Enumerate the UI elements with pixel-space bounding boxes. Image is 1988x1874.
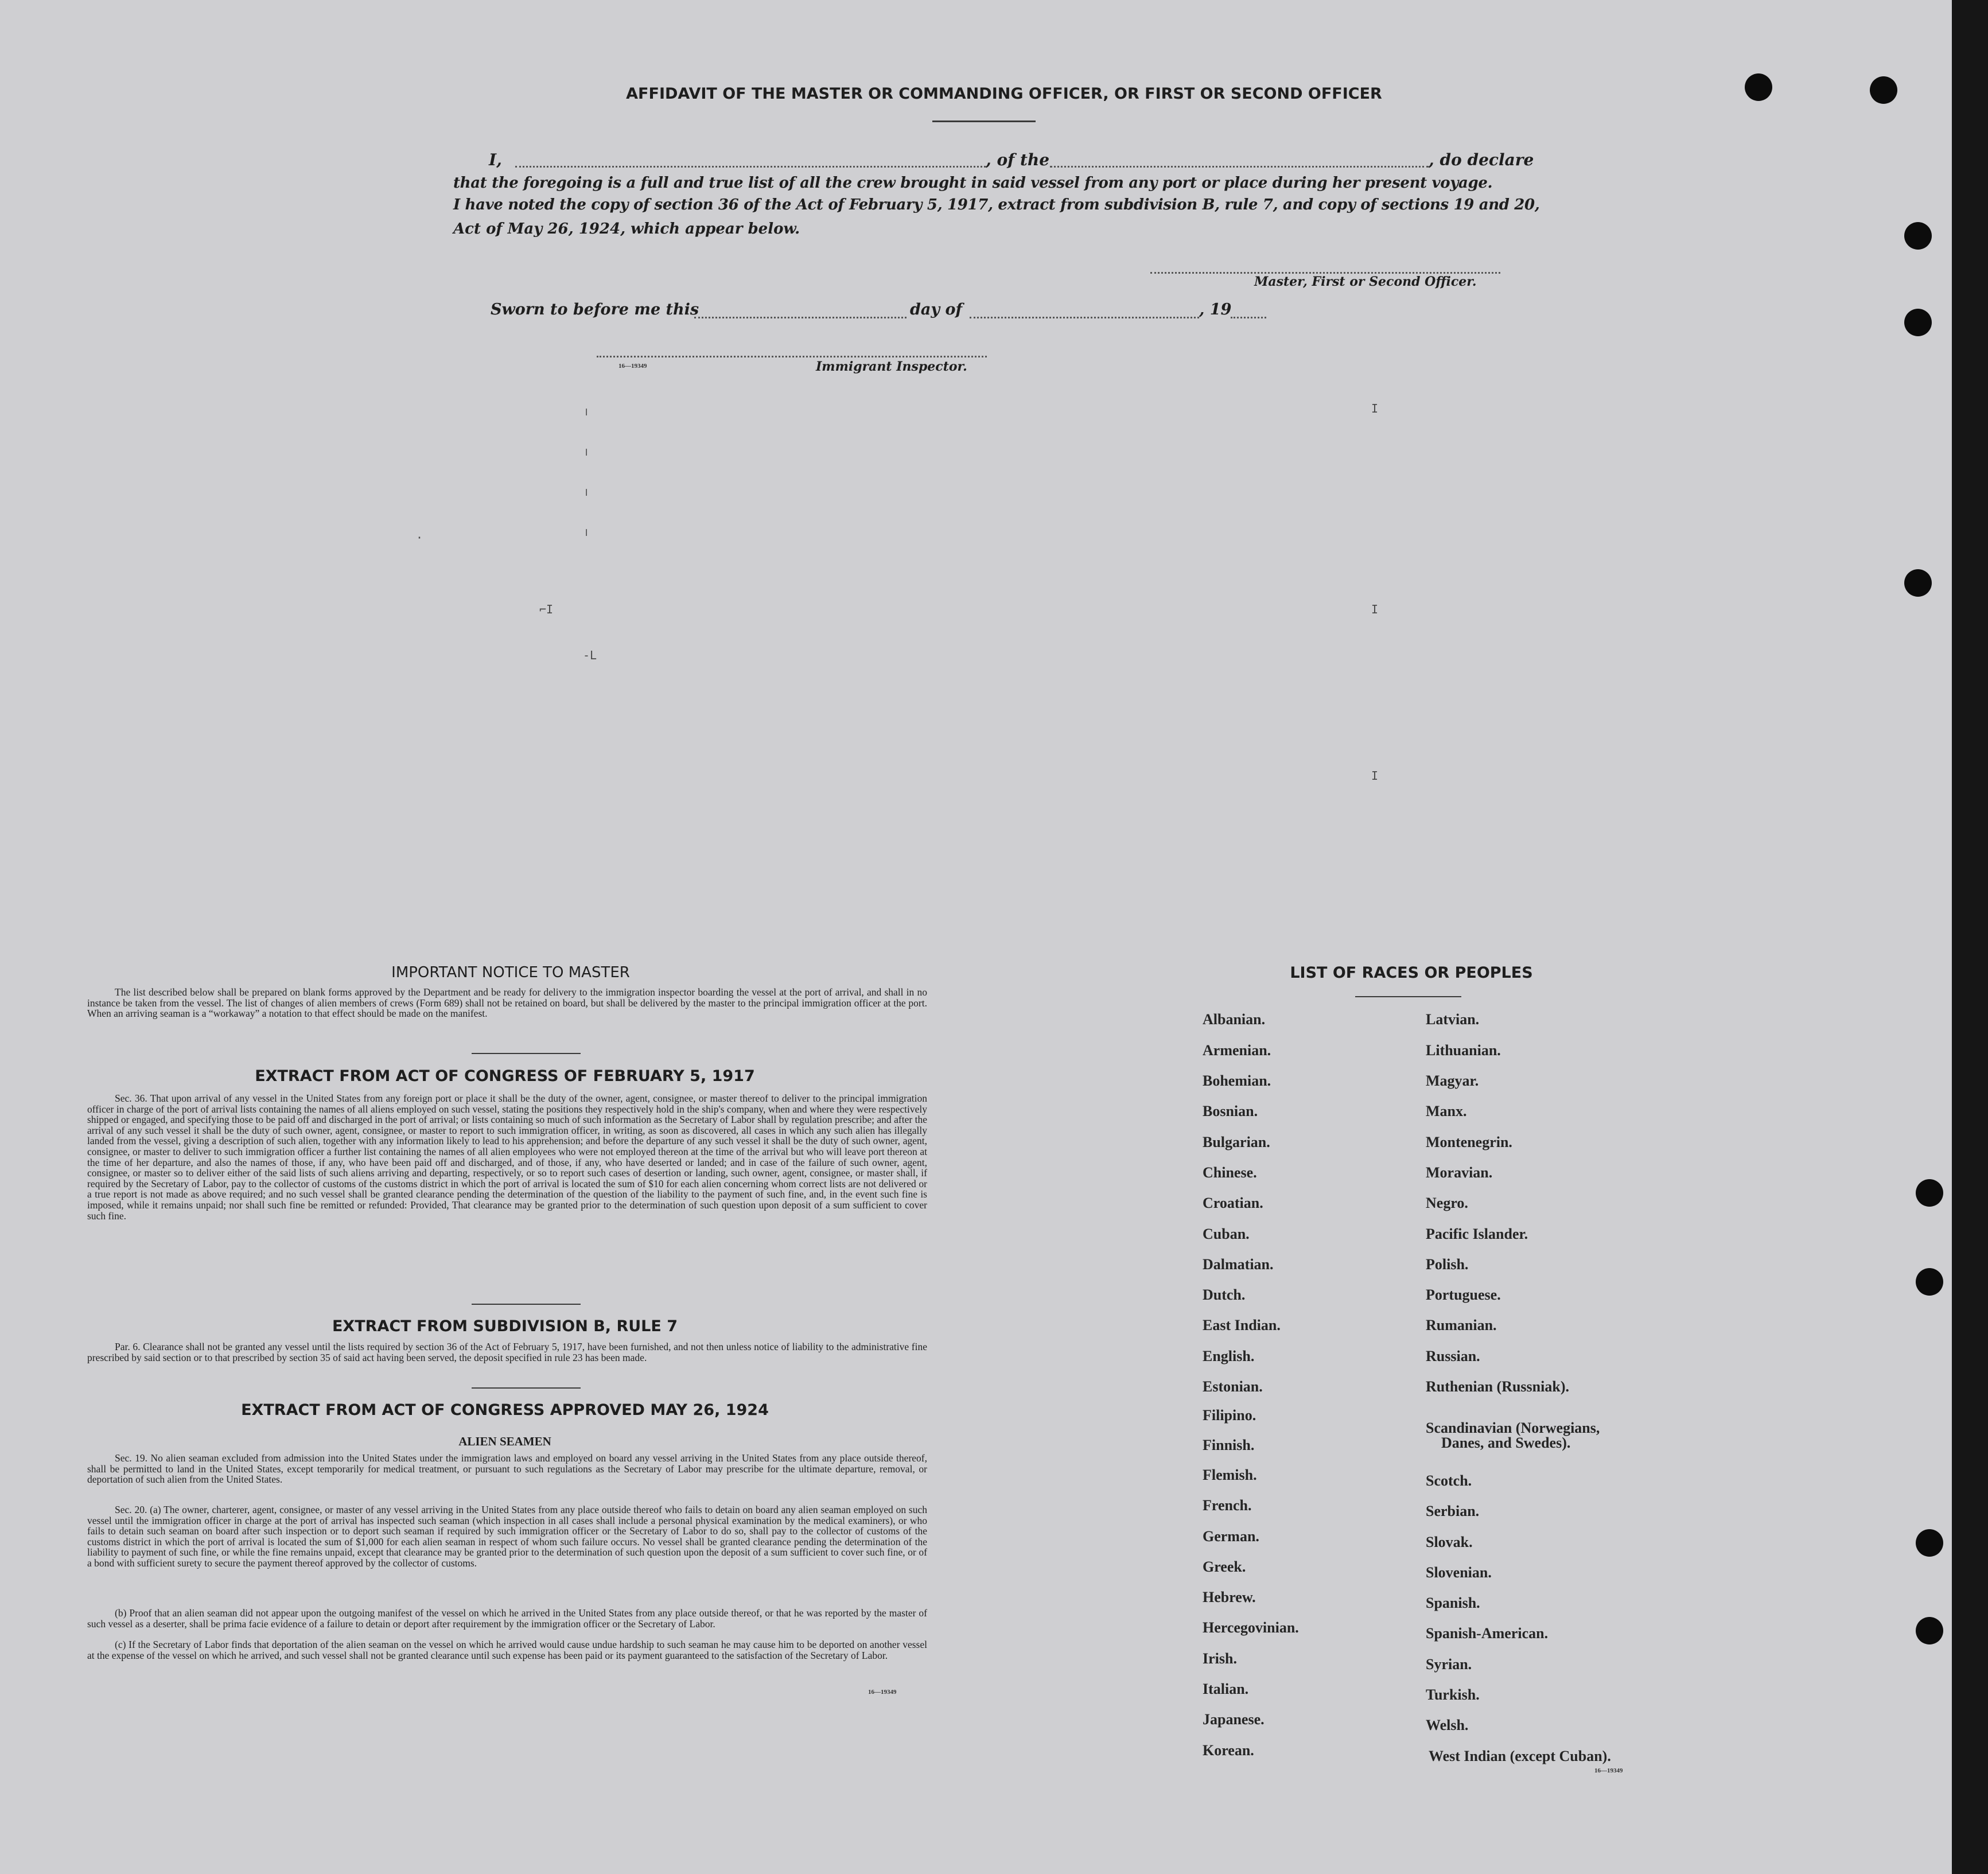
punch-hole: [1870, 76, 1897, 104]
sec-19-text: Sec. 19. No alien seaman excluded from admission into the United States under the immigration laws and employed on board any vessel arriving in the United States from any place outside thereof, shall be permitted to land in the United States, except temporarily for medical treatment, or pursuant to such regulations as the Secretary of Labor may prescribe for the ultimate departure, removal, or deportation of such alien from the United States.: [87, 1452, 927, 1486]
race-item: Rumanian.: [1426, 1317, 1497, 1333]
form-number-right: 16—19349: [1594, 1767, 1623, 1774]
rule7-divider: [472, 1387, 581, 1389]
punch-hole: [1904, 309, 1932, 336]
year-text: , 19: [1199, 301, 1232, 318]
race-item: Cuban.: [1203, 1226, 1250, 1242]
race-item: Bohemian.: [1203, 1072, 1271, 1089]
punch-hole: [1916, 1179, 1943, 1207]
race-item: Slovak.: [1426, 1534, 1473, 1550]
sec-20b-text: (b) Proof that an alien seaman did not appear upon the outgoing manifest of the vessel on which he arrived in the United States from any place outside thereof, or that he was reported by the master of such vessel as a deserter, shall be prima facie evidence of a failure to detain or deport after requirement by the immigration officer or the Secretary of Labor.: [87, 1607, 927, 1630]
race-item: Bosnian.: [1203, 1103, 1258, 1119]
races-divider: [1355, 996, 1461, 997]
race-item: Irish.: [1203, 1650, 1237, 1667]
sec-20c-text: (c) If the Secretary of Labor finds that deportation of the alien seaman on the vessel on which he arrived would cause undue hardship to such seaman he may cause him to be deported on another vessel at the expense of the vessel on which he arrived, and such vessel shall not be granted clearance until such expense has been paid or its payment guaranteed to the satisfaction of the Secretary of Labor.: [87, 1639, 927, 1661]
race-item: Latvian.: [1426, 1011, 1480, 1028]
extract-1917-heading: EXTRACT FROM ACT OF CONGRESS OF FEBRUARY 5, 1917: [255, 1067, 755, 1085]
name-line: [515, 166, 986, 168]
rule7-text: Par. 6. Clearance shall not be granted any vessel until the lists required by section 36 of the Act of February 5, 1917, have been furnished, and not then unless notice of liability to the administrative fine prescribed by said section or to that prescribed by section 35 of said act having been served, the deposit specified in rule 23 has been made.: [87, 1341, 927, 1363]
race-item: Korean.: [1203, 1742, 1254, 1759]
race-item: Armenian.: [1203, 1042, 1271, 1059]
bleed-mark: I: [1371, 769, 1379, 783]
sworn-day-line: [694, 317, 907, 318]
race-item: Finnish.: [1203, 1437, 1255, 1453]
punch-hole: [1904, 222, 1932, 250]
notice-text: The list described below shall be prepared on blank forms approved by the Department and be ready for delivery to the immigration inspector boarding the vessel at the port of arrival, and shall in no instance be taken from the vessel. The list of changes of alien members of crews (Form 689) shall not be retained on board, but shall be delivered by the master to the principal immigration officer at the port. When an arriving seaman is a “workaway” a notation to that effect should be made on the manifest.: [87, 986, 927, 1020]
race-item: Croatian.: [1203, 1195, 1263, 1211]
races-heading: LIST OF RACES OR PEOPLES: [1290, 964, 1533, 982]
extract-1924-heading: EXTRACT FROM ACT OF CONGRESS APPROVED MAY 26, 1924: [241, 1401, 769, 1419]
page-edge: [1952, 0, 1988, 1874]
form-number-left: 16—19349: [868, 1689, 897, 1696]
race-item: Scotch.: [1426, 1472, 1472, 1489]
affidavit-title: AFFIDAVIT OF THE MASTER OR COMMANDING OFFICER, OR FIRST OR SECOND OFFICER: [626, 85, 1382, 103]
race-item: Albanian.: [1203, 1011, 1266, 1028]
bleed-mark: ╷: [583, 482, 590, 496]
race-item: Chinese.: [1203, 1164, 1257, 1181]
sworn-text: Sworn to before me this: [491, 301, 699, 318]
punch-hole: [1745, 73, 1772, 101]
punch-hole: [1904, 569, 1932, 597]
affidavit-line-2: that the foregoing is a full and true list of all the crew brought in said vessel from any port or place during her present voyage.: [453, 174, 1493, 192]
notice-heading: IMPORTANT NOTICE TO MASTER: [391, 964, 630, 981]
extract-1917-text: Sec. 36. That upon arrival of any vessel in the United States from any foreign port or place it shall be the duty of the owner, agent, consignee, or master thereof to deliver to the principal immigration officer in charge of the port of arrival lists containing the names of all aliens employed on such vessel, stating the positions they respectively hold in the ship's company, when and where they were respectively shipped or engaged, and specifying those to be paid off and discharged in the port of arrival; or lists containing so much of such information as the Secretary of Labor shall by regulation prescribe; and after the arrival of any such vessel it shall be the duty of such owner, agent, consignee, or master to report to such immigration officer, in writing, as soon as discovered, all cases in which any such alien has illegally landed from the vessel, giving a description of such alien, together with any information likely to lead to his apprehension; and before the departure of any such vessel it shall be the duty of such owner, agent, consignee, or master to deliver to such immigration officer a further list containing the names of all alien employees who were not employed thereon at the time of the arrival but who will leave port thereon at the time of her departure, and also the names of those, if any, who have been paid off and discharged, and of those, if any, who have deserted or landed; and in case of the failure of such owner, agent, consignee, or master so to deliver either of the said lists of such aliens arriving and departing, respectively, or so to report such cases of desertion or landing, such owner, agent, consignee, or master shall, if required by the Secretary of Labor, pay to the collector of customs of the customs district in which the port of arrival is located the sum of $10 for each alien concerning whom correct lists are not delivered or a true report is not made as above required; and no such vessel shall be granted clearance pending the determination of the question of the liability to the payment of such fine, and, in the event such fine is imposed, while it remains unpaid; nor shall such fine be remitted or refunded: Provided, That clearance may be granted prior to the determination of such question upon deposit of a sum sufficient to cover such fine.: [87, 1092, 927, 1222]
race-item: Turkish.: [1426, 1686, 1480, 1703]
bleed-mark: ╷: [583, 442, 590, 456]
bleed-mark: -L: [583, 648, 597, 662]
race-item: Bulgarian.: [1203, 1134, 1270, 1150]
form-number-top: 16—19349: [618, 363, 647, 370]
race-item: Hebrew.: [1203, 1589, 1256, 1605]
day-of-text: day of: [910, 301, 963, 318]
race-item: Flemish.: [1203, 1467, 1257, 1483]
race-item: French.: [1203, 1497, 1252, 1514]
race-item: Lithuanian.: [1426, 1042, 1501, 1059]
race-item: Filipino.: [1203, 1407, 1256, 1424]
race-item: Italian.: [1203, 1681, 1249, 1697]
race-item: Slovenian.: [1426, 1564, 1492, 1581]
race-item: Polish.: [1426, 1256, 1469, 1273]
notice-divider: [472, 1053, 581, 1054]
year-line: [1231, 317, 1266, 318]
race-item: Dutch.: [1203, 1286, 1246, 1303]
race-item: Pacific Islander.: [1426, 1226, 1528, 1242]
race-item: Syrian.: [1426, 1656, 1472, 1673]
race-item: Montenegrin.: [1426, 1134, 1512, 1150]
affidavit-line-4: Act of May 26, 1924, which appear below.: [453, 220, 800, 238]
rule7-heading: EXTRACT FROM SUBDIVISION B, RULE 7: [332, 1317, 678, 1335]
race-item: Dalmatian.: [1203, 1256, 1274, 1273]
inspector-label: Immigrant Inspector.: [816, 359, 967, 374]
race-item: Hercegovinian.: [1203, 1619, 1299, 1636]
punch-hole: [1916, 1268, 1943, 1296]
race-item: English.: [1203, 1348, 1255, 1364]
race-item: Spanish-American.: [1426, 1625, 1549, 1642]
signature-label: Master, First or Second Officer.: [1254, 274, 1477, 289]
race-item: Danes, and Swedes).: [1441, 1434, 1571, 1451]
race-item: Japanese.: [1203, 1711, 1265, 1728]
title-divider: [932, 120, 1036, 122]
race-item: East Indian.: [1203, 1317, 1281, 1333]
race-item: Russian.: [1426, 1348, 1480, 1364]
extract-1917-divider: [472, 1304, 581, 1305]
race-item: Magyar.: [1426, 1072, 1479, 1089]
punch-hole: [1916, 1529, 1943, 1557]
race-item: Portuguese.: [1426, 1286, 1501, 1303]
signature-line: [1150, 272, 1500, 274]
sworn-month-line: [970, 317, 1199, 318]
bleed-mark: ╷: [583, 402, 590, 415]
affidavit-of-the: , of the: [986, 150, 1050, 169]
race-item: Spanish.: [1426, 1595, 1480, 1611]
race-item: Scandinavian (Norwegians,: [1426, 1420, 1600, 1436]
affidavit-line-3: I have noted the copy of section 36 of the Act of February 5, 1917, extract from subdivision B, rule 7, and copy of sections 19 and 20,: [453, 196, 1540, 213]
alien-seamen-subheading: ALIEN SEAMEN: [458, 1434, 551, 1448]
bleed-mark: ╷: [583, 522, 590, 536]
vessel-line: [1050, 166, 1429, 168]
bleed-mark: ⌐I: [539, 602, 554, 616]
race-item: Serbian.: [1426, 1503, 1480, 1519]
race-item: Greek.: [1203, 1558, 1246, 1575]
bleed-mark: I: [1371, 402, 1379, 415]
sec-20a-text: Sec. 20. (a) The owner, charterer, agent, consignee, or master of any vessel arriving in the United States from any place outside thereof who fails to detain on board any alien seaman employed on such vessel until the immigration officer in charge at the port of arrival has inspected such seaman (which inspection in all cases shall include a personal physical examination by the medical examiners), or who fails to detain such seaman on board after such inspection or to deport such seaman if required by such immigration officer or the Secretary of Labor to do so, shall pay to the collector of customs of the customs district in which the port of arrival is located the sum of $1,000 for each alien seaman in respect of whom such failure occurs. No vessel shall be granted clearance pending the determination of the liability to payment of such fine, or while the fine remains unpaid, except that clearance may be granted prior to the determination of such question upon the deposit of a sum sufficient to cover such fine, or of a bond with sufficient surety to secure the payment thereof approved by the collector of customs.: [87, 1504, 927, 1569]
inspector-line: [597, 356, 987, 357]
race-item: Welsh.: [1426, 1717, 1469, 1733]
race-item: Negro.: [1426, 1195, 1468, 1211]
race-item: German.: [1203, 1528, 1259, 1545]
bleed-mark: ·: [416, 531, 423, 545]
race-item: Estonian.: [1203, 1378, 1263, 1395]
race-item: Ruthenian (Russniak).: [1426, 1378, 1569, 1395]
punch-hole: [1916, 1617, 1943, 1644]
race-item: West Indian (except Cuban).: [1429, 1748, 1611, 1764]
affidavit-i: I,: [489, 150, 502, 169]
bleed-mark: I: [1371, 602, 1379, 616]
race-item: Manx.: [1426, 1103, 1467, 1119]
affidavit-do-declare: , do declare: [1429, 150, 1534, 169]
race-item: Moravian.: [1426, 1164, 1493, 1181]
